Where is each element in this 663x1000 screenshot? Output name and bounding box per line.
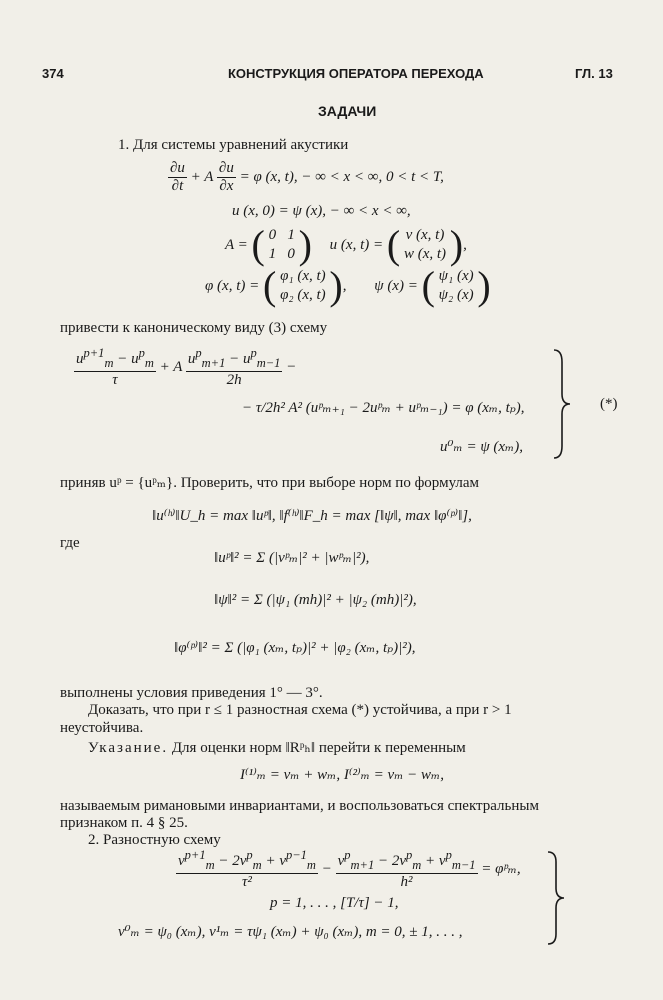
scheme-brace <box>552 348 574 460</box>
hint-label: Указание. <box>88 740 169 756</box>
problem-2-line-2: p = 1, . . . , [T/τ] − 1, <box>270 895 399 911</box>
scheme-tag: (*) <box>600 396 618 412</box>
norm-psi: ‖ψ‖² = Σ (|ψ₁ (mh)|² + |ψ₂ (mh)|²), <box>214 592 417 608</box>
norm-phi: ‖φ⁽ᵖ⁾‖² = Σ (|φ₁ (xₘ, tₚ)|² + |φ₂ (xₘ, tₚ)|²), <box>174 640 416 656</box>
hint-text: Для оценки норм ‖Rᵖₕ‖ перейти к переменным <box>171 740 466 756</box>
norms-definition: ‖u⁽ʰ⁾‖U_h = max ‖uᵖ‖, ‖f⁽ʰ⁾‖F_h = max [‖ψ‖, max ‖φ⁽ᵖ⁾‖], <box>152 508 472 524</box>
scheme-line-2: − τ/2h² A² (uᵖₘ₊₁ − 2uᵖₘ + uᵖₘ₋₁) = φ (xₘ, tₚ), <box>242 400 525 416</box>
after-scheme-text: приняв uᵖ = {uᵖₘ}. Проверить, что при выборе норм по формулам <box>60 475 480 491</box>
prove-line-1: Доказать, что при r ≤ 1 разностная схема (*) устойчива, а при r > 1 <box>88 702 512 718</box>
where-label: где <box>60 535 80 551</box>
hint-line <box>88 738 466 757</box>
reduce-instruction: привести к каноническому виду (3) схему <box>60 320 328 336</box>
scheme-line-1: $\frac{u^{p+1}_m - u^p_m}{\tau}$ + A $\frac{u^p_{m+1} - u^p_{m-1}}{2h}$ − <box>76 346 297 388</box>
chapter-label: ГЛ. 13 <box>575 66 613 81</box>
running-title: КОНСТРУКЦИЯ ОПЕРАТОРА ПЕРЕХОДА <box>228 66 484 81</box>
conditions-text: выполнены условия приведения 1° — 3°. <box>60 685 323 701</box>
problem-2-brace <box>546 850 568 946</box>
initial-condition: u (x, 0) = ψ (x), − ∞ < x < ∞, <box>232 203 411 219</box>
riemann-text-2: признаком п. 4 § 25. <box>60 815 188 831</box>
problem-2-line-1: $\frac{v^{p+1}_m - 2v^p_m + v^{p-1}_m}{\text{τ²}}$ − $\frac{v^p_{m+1} - 2v^p_m + v^p_{m-1}}{\text{h²}}$ = φᵖₘ, <box>178 848 521 890</box>
section-title: ЗАДАЧИ <box>318 103 377 119</box>
equation-acoustics-right: = φ (x, t), − ∞ < x < ∞, 0 < t < T, <box>239 168 444 185</box>
source-vectors: φ (x, t) = ( φ₁ (x, t) φ₂ (x, t) ), ψ (x) = ( ψ₁ (x) ψ₂ (x) ) <box>205 263 491 308</box>
riemann-text-1: называемым римановыми инвариантами, и воспользоваться спектральным <box>60 798 539 814</box>
prove-line-2: неустойчива. <box>60 720 144 736</box>
scheme-line-3: u⁰ₘ = ψ (xₘ), <box>440 439 523 455</box>
problem-2-intro: 2. Разностную схему <box>88 832 221 848</box>
equation-acoustics: $\frac{\partial u}{\partial t}$ + A $\frac{\partial u}{\partial x}$ = φ (x, t), − ∞ < x < ∞, 0 < t < T, <box>170 160 444 194</box>
matrix-definitions: A = ( 0 1 1 0 ) u (x, t) = ( v (x, t) w (x, t) ), <box>225 222 467 267</box>
problem-1-intro: 1. Для системы уравнений акустики <box>118 137 349 153</box>
problem-2-line-3: v⁰ₘ = ψ₀ (xₘ), v¹ₘ = τψ₁ (xₘ) + ψ₀ (xₘ), m = 0, ± 1, . . . , <box>118 924 463 940</box>
norm-u: ‖uᵖ‖² = Σ (|vᵖₘ|² + |wᵖₘ|²), <box>214 550 370 566</box>
riemann-invariants: I⁽¹⁾ₘ = vₘ + wₘ, I⁽²⁾ₘ = vₘ − wₘ, <box>240 767 444 783</box>
page-number: 374 <box>42 66 64 81</box>
